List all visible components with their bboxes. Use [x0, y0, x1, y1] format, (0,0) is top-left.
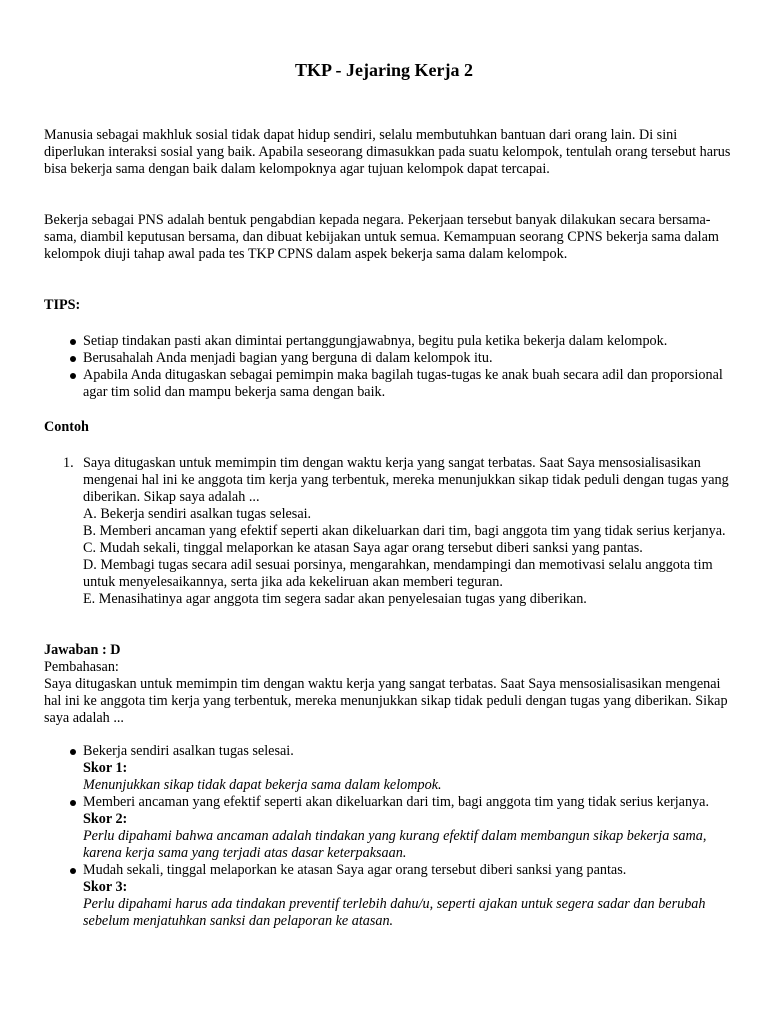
pembahasan-text: Saya ditugaskan untuk memimpin tim dengan waktu kerja yang sangat terbatas. Saat Saya mensosialisasikan mengenai hal ini ke anggota tim kerja yang terbentuk, mereka menunjukkan sikap tidak peduli dengan tugas yang diberikan. Sikap saya adalah ... [44, 676, 728, 726]
score-item [44, 862, 734, 930]
score-option-text: Mudah sekali, tinggal melaporkan ke atasan Saya agar orang tersebut diberi sanksi yang pantas. [83, 862, 627, 878]
answer-label: Jawaban : D [44, 642, 121, 658]
option-c: C. Mudah sekali, tinggal melaporkan ke atasan Saya agar orang tersebut diberi sanksi yang pantas. [83, 540, 643, 556]
answer-block [44, 642, 734, 727]
bullet-icon [70, 800, 76, 806]
tips-list [44, 333, 734, 401]
intro-paragraph-1: Manusia sebagai makhluk sosial tidak dapat hidup sendiri, selalu membutuhkan bantuan dari orang lain. Di sini diperlukan interaksi sosial yang baik. Apabila seseorang dimasukkan pada suatu kelompok, tentulah orang tersebut harus bisa bekerja sama dengan baik dalam kelompoknya agar tujuan kelompok dapat tercapai. [44, 127, 731, 177]
bullet-icon [70, 749, 76, 755]
tips-item-text: Apabila Anda ditugaskan sebagai pemimpin maka bagilah tugas-tugas ke anak buah secara adil dan proporsional agar tim solid dan mampu bekerja sama dengan baik. [83, 367, 723, 400]
tips-item [44, 350, 734, 367]
question-number: 1. [63, 455, 74, 471]
score-item [44, 794, 734, 862]
score-list [44, 743, 734, 930]
tips-heading: TIPS: [44, 297, 81, 313]
score-explanation: Menunjukkan sikap tidak dapat bekerja sama dalam kelompok. [83, 777, 442, 793]
score-option-text: Memberi ancaman yang efektif seperti akan dikeluarkan dari tim, bagi anggota tim yang tidak serius kerjanya. [83, 794, 709, 810]
intro-paragraph-2: Bekerja sebagai PNS adalah bentuk pengabdian kepada negara. Pekerjaan tersebut banyak dilakukan secara bersama-sama, diambil keputusan bersama, dan dibuat kebijakan untuk semua. Kemampuan seorang CPNS bekerja sama dalam kelompok diuji tahap awal pada tes TKP CPNS dalam aspek bekerja sama dalam kelompok. [44, 212, 719, 262]
score-label: Skor 3: [83, 879, 128, 895]
question-body [44, 455, 734, 608]
bullet-icon [70, 868, 76, 874]
bullet-icon [70, 373, 76, 379]
tips-item-text: Berusahalah Anda menjadi bagian yang berguna di dalam kelompok itu. [83, 350, 493, 366]
pembahasan-label: Pembahasan: [44, 659, 119, 675]
bullet-icon [70, 356, 76, 362]
score-explanation: Perlu dipahami harus ada tindakan preventif terlebih dahu/u, seperti ajakan untuk segera sadar dan berubah sebelum menjatuhkan sanksi dan pelaporan ke atasan. [83, 896, 706, 929]
option-e: E. Menasihatinya agar anggota tim segera sadar akan penyelesaian tugas yang diberikan. [83, 591, 587, 607]
tips-item [44, 333, 734, 350]
option-b: B. Memberi ancaman yang efektif seperti akan dikeluarkan dari tim, bagi anggota tim yang tidak serius kerjanya. [83, 523, 726, 539]
question-item [44, 455, 734, 608]
contoh-heading: Contoh [44, 419, 89, 435]
page-title: TKP - Jejaring Kerja 2 [295, 60, 473, 80]
score-label: Skor 2: [83, 811, 128, 827]
tips-item [44, 367, 734, 401]
option-d: D. Membagi tugas secara adil sesuai porsinya, mengarahkan, mendampingi dan memotivasi selalu anggota tim untuk menyelesaikannya, serta jika ada kekeliruan akan memberi teguran. [83, 557, 713, 590]
bullet-icon [70, 339, 76, 345]
score-option-text: Bekerja sendiri asalkan tugas selesai. [83, 743, 294, 759]
option-a: A. Bekerja sendiri asalkan tugas selesai. [83, 506, 312, 522]
score-item [44, 743, 734, 794]
question-text: Saya ditugaskan untuk memimpin tim dengan waktu kerja yang sangat terbatas. Saat Saya mensosialisasikan mengenai hal ini ke anggota tim kerja yang terbentuk, mereka menunjukkan sikap tidak peduli dengan tugas yang diberikan. Sikap saya adalah ... [83, 455, 729, 505]
tips-item-text: Setiap tindakan pasti akan dimintai pertanggungjawabnya, begitu pula ketika bekerja dalam kelompok. [83, 333, 668, 349]
score-label: Skor 1: [83, 760, 128, 776]
score-explanation: Perlu dipahami bahwa ancaman adalah tindakan yang kurang efektif dalam membangun sikap bekerja sama, karena kerja sama yang terjadi atas dasar keterpaksaan. [83, 828, 707, 861]
